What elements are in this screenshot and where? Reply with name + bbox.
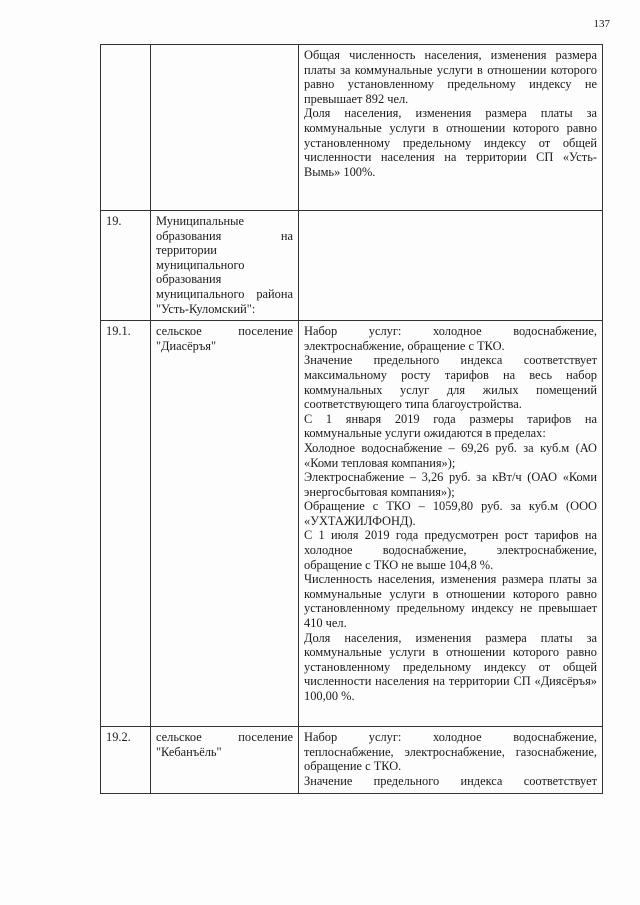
description-cell xyxy=(299,727,603,793)
municipality-name: Муниципальные образования на территории муниципального образования муниципального района "Усть-Куломский": xyxy=(151,211,299,321)
row-number: 19.2. xyxy=(101,727,151,793)
description-paragraph: Общая численность населения, изменения размера платы за коммунальные услуги в отношении которого равно установленному предельному индексу не превышает 892 чел. xyxy=(304,48,597,106)
municipality-name: сельское поселение "Диасёръя" xyxy=(151,321,299,727)
table-row xyxy=(101,45,603,211)
description-paragraph: Доля населения, изменения размера платы за коммунальные услуги в отношении которого равно установленному предельному индексу от общей численности населения на территории СП «Усть-Вымь» 100%. xyxy=(304,106,597,179)
description-paragraph: Набор услуг: холодное водоснабжение, теплоснабжение, электроснабжение, газоснабжение, обращение с ТКО. xyxy=(304,730,597,774)
description-paragraph: Обращение с ТКО – 1059,80 руб. за куб.м (ООО «УХТАЖИЛФОНД). xyxy=(304,499,597,528)
description-cell xyxy=(299,45,603,211)
row-number: 19. xyxy=(101,211,151,321)
row-number xyxy=(101,45,151,211)
table-row xyxy=(101,211,603,321)
description-paragraph: С 1 июля 2019 года предусмотрен рост тарифов на холодное водоснабжение, электроснабжение, обращение с ТКО не выше 104,8 %. xyxy=(304,528,597,572)
page-number: 137 xyxy=(593,18,610,30)
description-paragraph: Электроснабжение – 3,26 руб. за кВт/ч (ОАО «Коми энергосбытовая компания»); xyxy=(304,470,597,499)
table-row xyxy=(101,321,603,727)
description-paragraph: Значение предельного индекса соответствует максимальному росту тарифов на весь набор коммунальных услуг для жилых помещений соответствующего типа благоустройства. xyxy=(304,353,597,412)
description-paragraph: Набор услуг: холодное водоснабжение, электроснабжение, обращение с ТКО. xyxy=(304,324,597,353)
municipality-name: сельское поселение "Кебанъёль" xyxy=(151,727,299,793)
description-paragraph: Доля населения, изменения размера платы за коммунальные услуги в отношении которого равно установленному предельному индексу от общей численности населения на территории СП «Диясёръя» 100,00 %. xyxy=(304,630,597,703)
description-cell xyxy=(299,211,603,321)
description-paragraph: Холодное водоснабжение – 69,26 руб. за куб.м (АО «Коми тепловая компания»); xyxy=(304,440,597,470)
description-paragraph: Значение предельного индекса соответствует xyxy=(304,773,597,788)
description-cell xyxy=(299,321,603,727)
table-row xyxy=(101,727,603,793)
tariff-table xyxy=(100,44,603,794)
description-paragraph: С 1 января 2019 года размеры тарифов на коммунальные услуги ожидаются в пределах: xyxy=(304,411,597,441)
municipality-name xyxy=(151,45,299,211)
row-number: 19.1. xyxy=(101,321,151,727)
description-paragraph: Численность населения, изменения размера платы за коммунальные услуги в отношении которого равно установленному предельному индексу не превышает 410 чел. xyxy=(304,572,597,631)
